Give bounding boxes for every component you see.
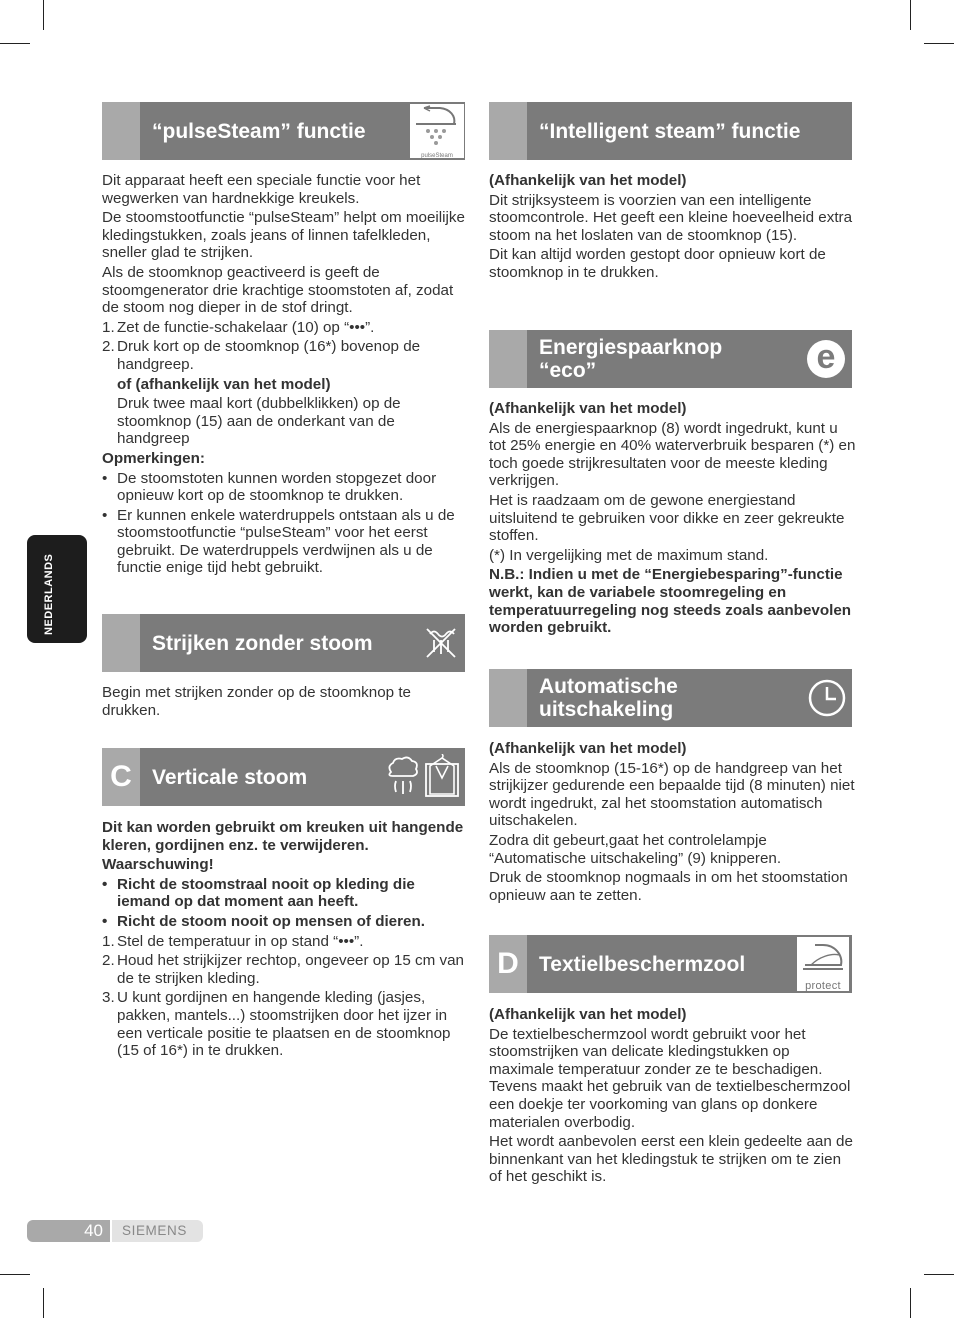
or-text: Druk twee maal kort (dubbelklikken) op de stoomknop (15) aan de onderkant van de handgreep xyxy=(117,395,401,448)
section-header-eco xyxy=(489,330,852,388)
numbered-step xyxy=(102,989,470,1059)
step-number: 1. xyxy=(102,318,115,336)
step-number: 3. xyxy=(102,989,115,1007)
intro-bold: Dit kan worden gebruikt om kreuken uit hangende kleren, gordijnen enz. te verwijderen. xyxy=(102,819,464,854)
paragraph: De textielbeschermzool wordt gebruikt voor het stoomstrijken van delicate kledingstukken op maximale temperatuur zonder ze te beschadigen. Tevens maakt het gebruik van de textielbeschermzool een doekje ter voorkoming van glans op donkere materialen overbodig. xyxy=(489,1025,851,1131)
paragraph: Het wordt aanbevolen eerst een klein gedeelte aan de binnenkant van het kledingstuk te strijken om te zien of het geschikt is. xyxy=(489,1133,853,1186)
step-number: 1. xyxy=(102,932,115,950)
bullet-text: De stoomstoten kunnen worden stopgezet door opnieuw kort op de stoomknop te drukken. xyxy=(117,469,437,505)
vertical-steam-body xyxy=(102,819,470,1062)
step-text: Stel de temperatuur in op stand “•••”. xyxy=(117,932,364,950)
title-line: “eco” xyxy=(539,359,597,382)
section-title: “Intelligent steam” functie xyxy=(539,120,801,143)
bullet: • xyxy=(102,875,108,893)
header-letter: D xyxy=(489,935,527,993)
numbered-step xyxy=(102,319,470,337)
paragraph: Zodra dit gebeurt,gaat het controlelampje “Automatische uitschakeling” (9) knipperen. xyxy=(489,831,782,867)
step-number: 2. xyxy=(102,952,115,970)
brand-label: SIEMENS xyxy=(112,1220,203,1242)
section-title xyxy=(539,675,678,721)
paragraph: Dit kan altijd worden gestopt door opnieuw kort de stoomknop in te drukken. xyxy=(489,246,826,281)
paragraph: Als de stoomknop (15-16*) op de handgreep van het strijkijzer gedurende een bepaalde tijd (8 minuten) niet wordt ingedrukt, zal het stoomstation automatisch uitschakelen. xyxy=(489,759,855,830)
header-tab xyxy=(489,669,527,727)
section-title: “pulseSteam” functie xyxy=(152,120,366,143)
language-tab xyxy=(27,535,87,643)
dry-ironing-body xyxy=(102,684,470,721)
crop-mark xyxy=(43,0,44,30)
crop-mark xyxy=(0,43,30,44)
numbered-step xyxy=(102,952,470,987)
language-label: NEDERLANDS xyxy=(43,553,55,635)
protect-soleplate-icon xyxy=(797,937,849,991)
intelligent-steam-body xyxy=(489,172,857,284)
header-tab xyxy=(489,330,527,388)
step-text: Druk kort op de stoomknop (16*) bovenop de handgreep. xyxy=(117,338,421,373)
title-line: Automatische xyxy=(539,675,678,698)
crop-mark xyxy=(924,43,954,44)
model-note: (Afhankelijk van het model) xyxy=(489,400,687,417)
eco-icon-letter: e xyxy=(816,338,836,376)
numbered-step xyxy=(102,338,470,373)
paragraph: De stoomstootfunctie “pulseSteam” helpt om moeilijke kledingstukken, zoals jeans of linnen tafelkleden, sneller glad te strijken. xyxy=(102,209,465,262)
model-note: (Afhankelijk van het model) xyxy=(489,172,687,189)
section-header-dry-ironing xyxy=(102,614,465,672)
bullet-text: Richt de stoom nooit op mensen of dieren. xyxy=(117,912,425,930)
header-letter: C xyxy=(102,748,140,806)
crop-mark xyxy=(924,1274,954,1275)
bullet: • xyxy=(102,506,108,524)
section-header-vertical-steam xyxy=(102,748,465,806)
section-title: Verticale stoom xyxy=(152,766,308,789)
header-tab xyxy=(489,102,527,160)
eco-body xyxy=(489,400,857,639)
paragraph: Dit apparaat heeft een speciale functie voor het wegwerken van hardnekkige kreukels. xyxy=(102,172,421,207)
crop-mark xyxy=(910,1288,911,1318)
paragraph: Dit strijksysteem is voorzien van een intelligente stoomcontrole. Het geeft een kleine hoeveelheid extra stoom na het loslaten van de stoomknop (15). xyxy=(489,191,853,244)
warning-heading: Waarschuwing! xyxy=(102,856,214,874)
section-title xyxy=(539,336,722,382)
section-title: Strijken zonder stoom xyxy=(152,632,373,655)
paragraph: Begin met strijken zonder op de stoomknop te drukken. xyxy=(102,684,411,719)
crop-mark xyxy=(43,1288,44,1318)
header-tab xyxy=(102,102,140,160)
bullet-item xyxy=(102,470,470,505)
shirt-hanger-icon xyxy=(424,754,460,805)
warning-item xyxy=(102,913,470,931)
protect-soleplate-body xyxy=(489,1006,857,1188)
page-number: 40 xyxy=(27,1220,110,1242)
section-header-protect-soleplate xyxy=(489,935,852,993)
section-header-pulsesteam xyxy=(102,102,465,160)
clock-icon xyxy=(807,678,847,723)
nb-note: N.B.: Indien u met de “Energiebesparing”-functie werkt, kan de variabele stoomregeling en temperatuurregeling nog steeds zoals aanbevolen worden gebruikt. xyxy=(489,566,852,637)
step-text: Zet de functie-schakelaar (10) op “•••”. xyxy=(117,318,375,336)
paragraph: (*) In vergelijking met de maximum stand. xyxy=(489,546,769,564)
paragraph: Het is raadzaam om de gewone energiestand uitsluitend te gebruiken voor dikke en zeer gekreukte stoffen. xyxy=(489,491,845,545)
paragraph: Als de stoomknop geactiveerd is geeft de stoomgenerator drie krachtige stoomstoten af, zodat de stoom nog dieper in de stof dringt. xyxy=(102,263,454,317)
model-note: (Afhankelijk van het model) xyxy=(489,1006,687,1023)
numbered-step xyxy=(102,933,470,951)
pulsesteam-icon-label: pulseSteam xyxy=(421,153,453,159)
or-label: of (afhankelijk van het model) xyxy=(117,375,331,393)
section-header-intelligent-steam xyxy=(489,102,852,160)
section-title: Textielbeschermzool xyxy=(539,953,746,976)
eco-icon xyxy=(807,340,845,378)
step-text: U kunt gordijnen en hangende kleding (jasjes, pakken, mantels...) stoomstrijken door het ijzer in een verticale positie te plaatsen en de stoomknop (15 of 16*) in te drukken. xyxy=(117,989,451,1060)
model-note: (Afhankelijk van het model) xyxy=(489,740,687,757)
paragraph: Druk de stoomknop nogmaals in om het stoomstation opnieuw aan te zetten. xyxy=(489,869,848,904)
warning-item xyxy=(102,876,470,911)
no-steam-icon xyxy=(424,626,458,665)
pulsesteam-body xyxy=(102,172,470,579)
step-text: Houd het strijkijzer rechtop, ongeveer op 15 cm van de te strijken kleding. xyxy=(117,952,464,987)
paragraph: Als de energiespaarknop (8) wordt ingedrukt, kunt u tot 25% energie en 40% waterverbruik besparen (*) en toch goede strijkresultaten voor de meeste kleding verkrijgen. xyxy=(489,419,856,490)
bullet-text: Richt de stoomstraal nooit op kleding die iemand op dat moment aan heeft. xyxy=(117,875,415,911)
step-number: 2. xyxy=(102,338,115,356)
title-line: uitschakeling xyxy=(539,698,674,721)
vertical-steam-icon xyxy=(385,756,421,803)
bullet: • xyxy=(102,912,108,930)
bullet-item xyxy=(102,507,470,577)
bullet: • xyxy=(102,469,108,487)
title-line: Energiespaarknop xyxy=(539,336,723,359)
auto-off-body xyxy=(489,740,857,906)
protect-icon-label: protect xyxy=(805,980,841,992)
notes-heading: Opmerkingen: xyxy=(102,449,205,467)
pulsesteam-icon xyxy=(410,104,464,158)
bullet-text: Er kunnen enkele waterdruppels ontstaan als u de stoomstootfunctie “pulseSteam” voor het eerst gebruikt. De waterdruppels verdwijnen als u de functie enige tijd hebt gebruikt. xyxy=(117,506,455,577)
crop-mark xyxy=(910,0,911,30)
crop-mark xyxy=(0,1274,30,1275)
section-header-auto-off xyxy=(489,669,852,727)
header-tab xyxy=(102,614,140,672)
